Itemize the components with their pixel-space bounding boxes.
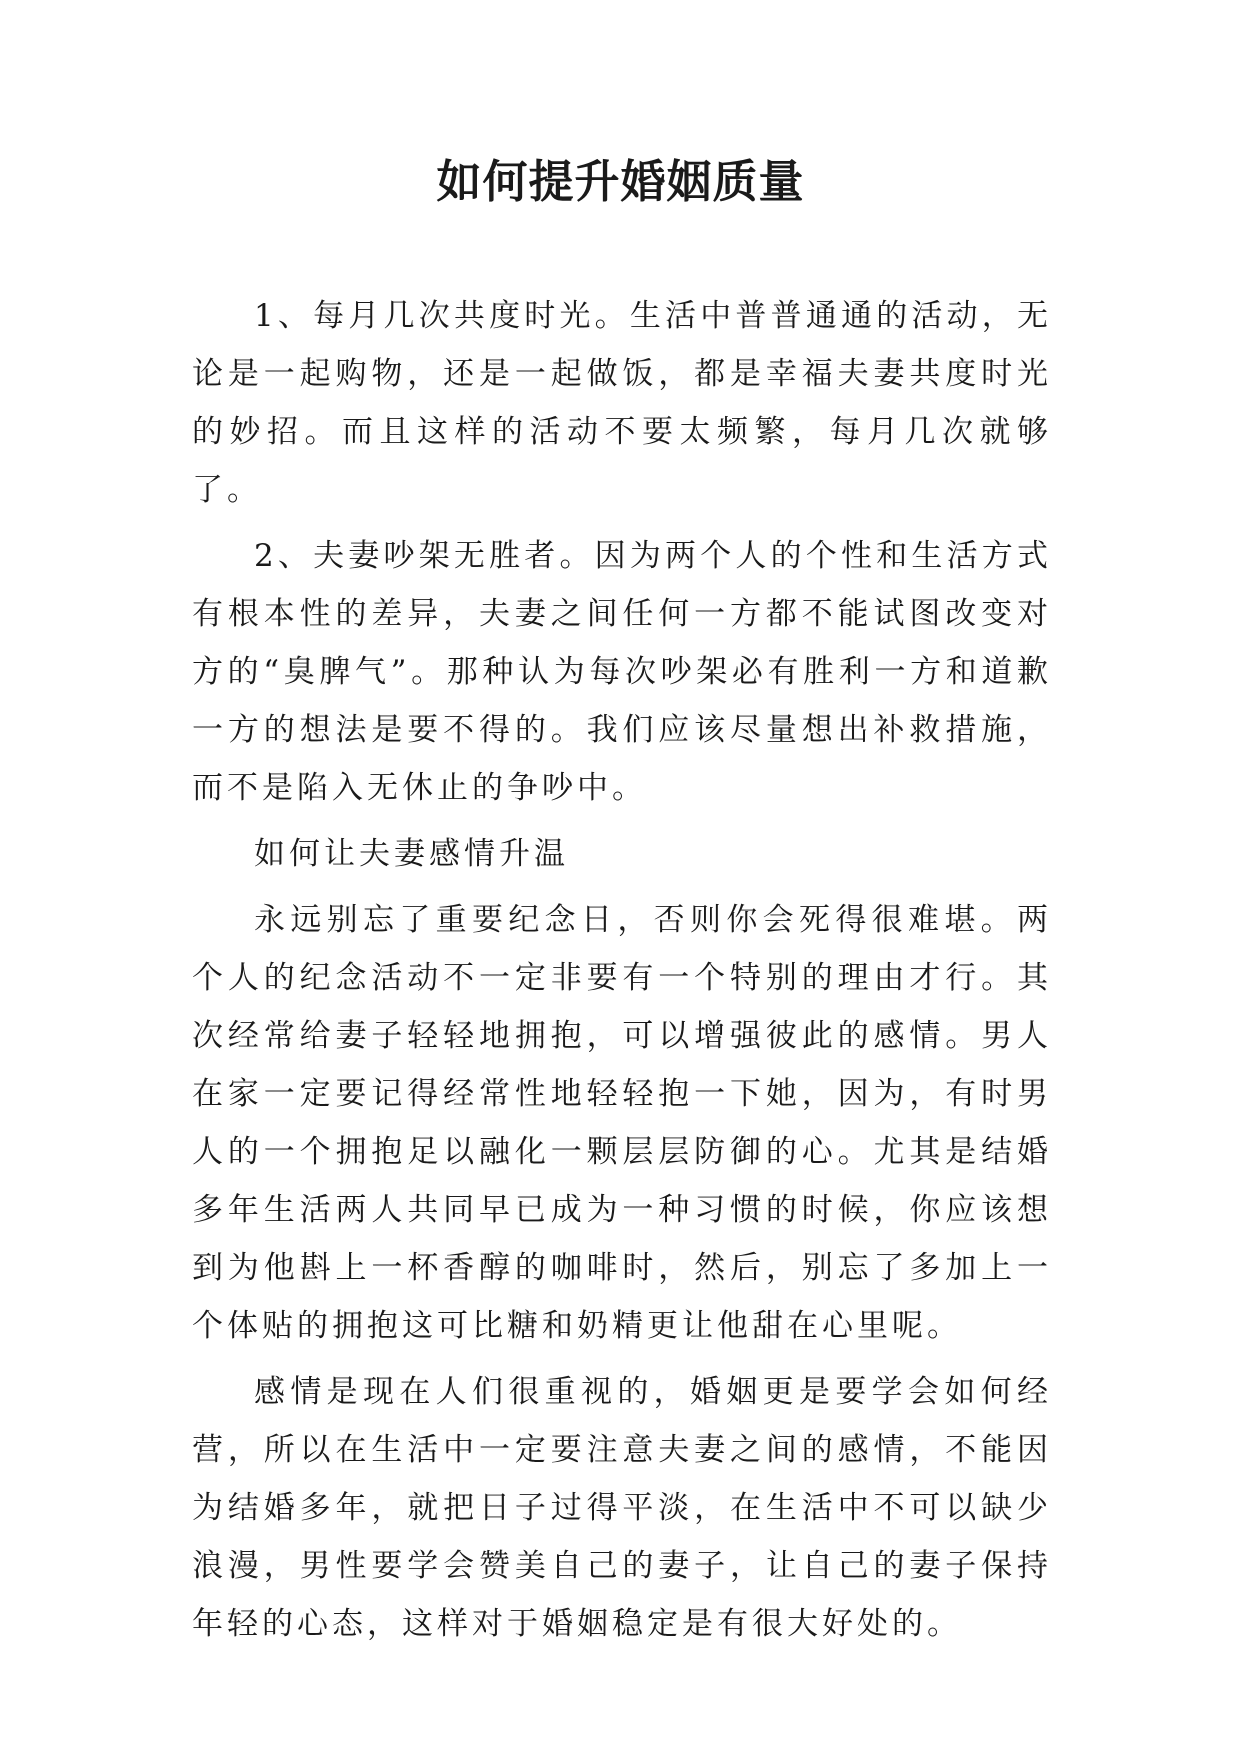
section-heading: 如何让夫妻感情升温 xyxy=(254,836,569,872)
paragraph-2: 2、夫妻吵架无胜者。因为两个人的个性和生活方式有根本性的差异，夫妻之间任何一方都不能试图改变对方的“臭脾气”。那种认为每次吵架必有胜利一方和道歉一方的想法是要不得的。我们应该尽量想出补救措施，而不是陷入无休止的争吵中。 xyxy=(192,538,1052,806)
paragraph-4: 感情是现在人们很重视的，婚姻更是要学会如何经营，所以在生活中一定要注意夫妻之间的感情，不能因为结婚多年，就把日子过得平淡，在生活中不可以缺少浪漫，男性要学会赞美自己的妻子，让自己的妻子保持年轻的心态，这样对于婚姻稳定是有很大好处的。 xyxy=(192,1374,1052,1642)
document-body xyxy=(192,287,1052,1653)
paragraph-1: 1、每月几次共度时光。生活中普普通通的活动，无论是一起购物，还是一起做饭，都是幸福夫妻共度时光的妙招。而且这样的活动不要太频繁，每月几次就够了。 xyxy=(192,298,1052,508)
document-title: 如何提升婚姻质量 xyxy=(436,155,805,208)
paragraph-3: 永远别忘了重要纪念日，否则你会死得很难堪。两个人的纪念活动不一定非要有一个特别的理由才行。其次经常给妻子轻轻地拥抱，可以增强彼此的感情。男人在家一定要记得经常性地轻轻抱一下她，因为，有时男人的一个拥抱足以融化一颗层层防御的心。尤其是结婚多年生活两人共同早已成为一种习惯的时候，你应该想到为他斟上一杯香醇的咖啡时，然后，别忘了多加上一个体贴的拥抱这可比糖和奶精更让他甜在心里呢。 xyxy=(192,902,1052,1344)
